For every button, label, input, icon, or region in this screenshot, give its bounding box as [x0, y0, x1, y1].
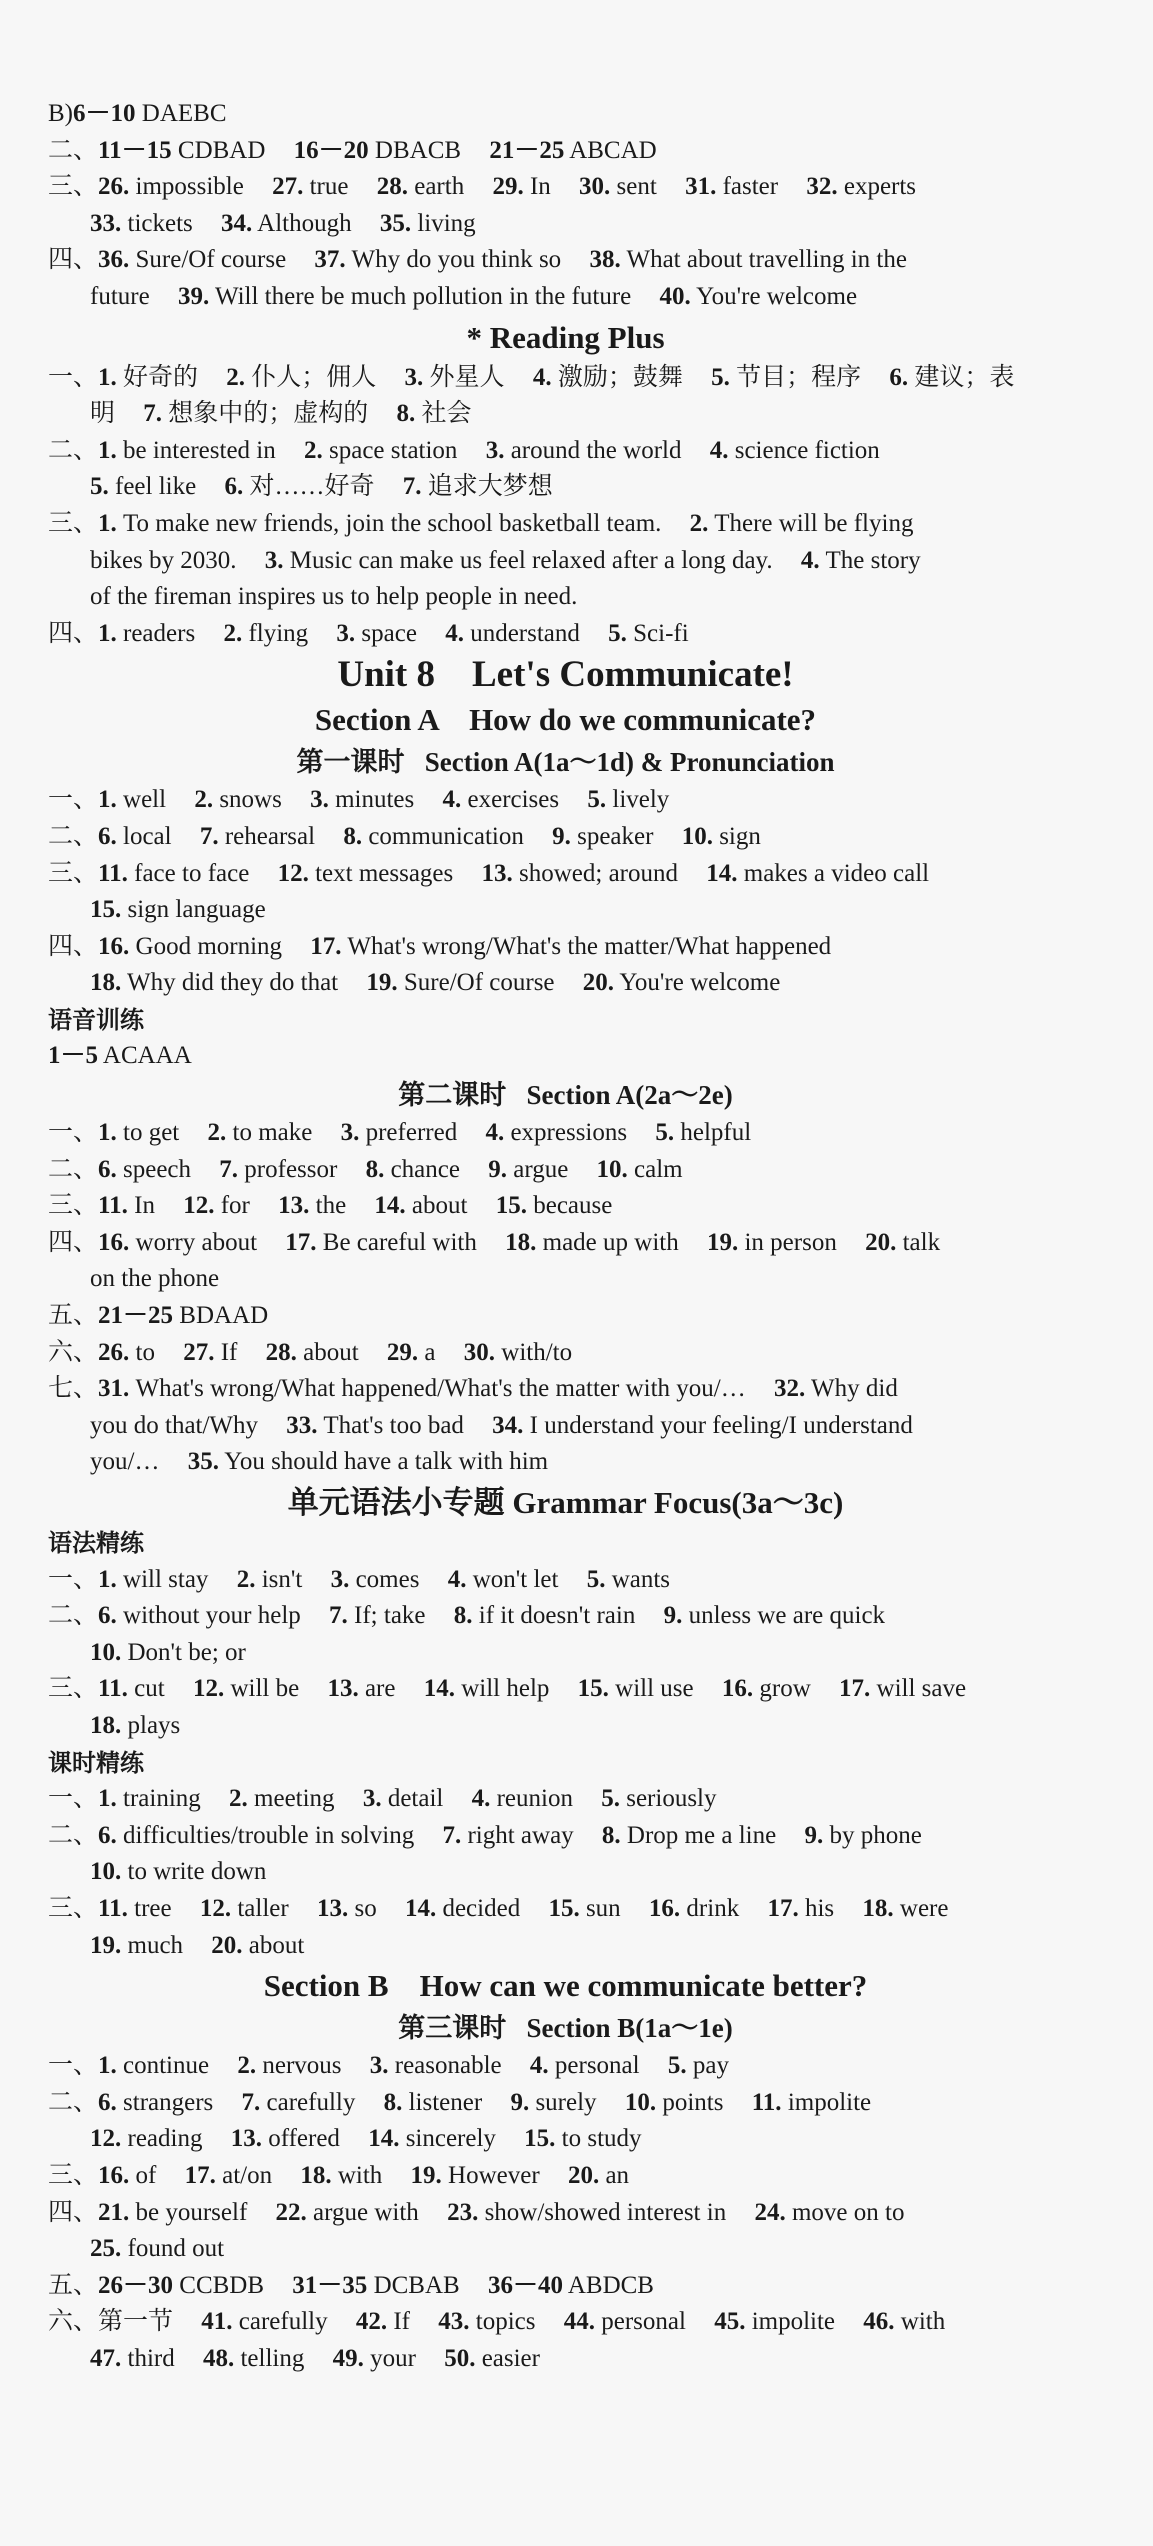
subsection-label: 语音训练 — [48, 1005, 144, 1034]
answer-line: B)6－10 DAEBC — [48, 100, 227, 127]
answer-line: 四、1. readers 2. flying 3. space 4. understand 5. Sci-fi — [48, 619, 689, 647]
answer-line: 六、26. to 27. If 28. about 29. a 30. with/to — [48, 1338, 573, 1366]
answer-line: 二、1. be interested in 2. space station 3. around the world 4. science fiction — [48, 436, 880, 464]
answer-line: 三、1. To make new friends, join the school basketball team. 2. There will be flying — [48, 509, 914, 537]
section-heading: 单元语法小专题 Grammar Focus(3a～3c) — [287, 1485, 844, 1520]
answer-line: 四、16. worry about 17. Be careful with 18. made up with 19. in person 20. talk — [48, 1228, 941, 1256]
answer-line: 三、11. face to face 12. text messages 13. showed; around 14. makes a video call — [48, 859, 930, 887]
answer-line: future 39. Will there be much pollution in the future 40. You're welcome — [90, 282, 858, 310]
answer-line: 一、1. training 2. meeting 3. detail 4. reunion 5. seriously — [48, 1785, 717, 1813]
answer-line: 三、26. impossible 27. true 28. earth 29. In 30. sent 31. faster 32. experts — [48, 173, 917, 201]
answer-line: 二、6. speech 7. professor 8. chance 9. argue 10. calm — [48, 1155, 683, 1183]
answer-line: 5. feel like 6. 对……好奇 7. 追求大梦想 — [90, 473, 553, 501]
answer-line: 四、16. Good morning 17. What's wrong/What's the matter/What happened — [48, 932, 832, 960]
section-heading: Section B How can we communicate better? — [263, 1968, 868, 2004]
answer-line: 二、6. difficulties/trouble in solving 7. right away 8. Drop me a line 9. by phone — [48, 1821, 922, 1849]
answer-line: 18. Why did they do that 19. Sure/Of course 20. You're welcome — [90, 969, 781, 997]
answer-line: 一、1. 好奇的 2. 仆人；佣人 3. 外星人 4. 激励；鼓舞 5. 节目；程序 6. 建议；表 — [48, 363, 1015, 391]
answer-line: 五、26－30 CCBDB 31－35 DCBAB 36－40 ABDCB — [48, 2271, 654, 2299]
answer-line: 五、21－25 BDAAD — [48, 1302, 269, 1330]
answer-line: 1－5 ACAAA — [48, 1042, 192, 1070]
answer-line: 10. to write down — [90, 1858, 267, 1886]
answer-line: 三、11. In 12. for 13. the 14. about 15. because — [48, 1192, 613, 1220]
answer-line: 三、16. of 17. at/on 18. with 19. However 20. an — [48, 2161, 630, 2189]
section-heading: Section A How do we communicate? — [314, 702, 817, 738]
answer-line: on the phone — [90, 1265, 220, 1293]
answer-line: 一、1. well 2. snows 3. minutes 4. exercises 5. lively — [48, 786, 670, 814]
answer-line: 二、11－15 CDBAD 16－20 DBACB 21－25 ABCAD — [48, 136, 657, 164]
section-heading: 第三课时 Section B(1a～1e) — [398, 2013, 733, 2044]
answer-line: 明 7. 想象中的；虚构的 8. 社会 — [90, 400, 472, 428]
answer-line: of the fireman inspires us to help people in need. — [90, 583, 578, 611]
subsection-label: 课时精练 — [48, 1748, 144, 1777]
answer-line: 三、11. cut 12. will be 13. are 14. will help 15. will use 16. grow 17. will save — [48, 1675, 967, 1703]
section-heading: 第一课时 Section A(1a～1d) & Pronunciation — [296, 747, 835, 778]
answer-line: 12. reading 13. offered 14. sincerely 15. to study — [90, 2125, 642, 2153]
answer-line: 15. sign language — [90, 896, 266, 924]
answer-line: 10. Don't be; or — [90, 1638, 246, 1666]
answer-line: 四、36. Sure/Of course 37. Why do you think so 38. What about travelling in the — [48, 246, 907, 274]
answer-line: 三、11. tree 12. taller 13. so 14. decided 15. sun 16. drink 17. his 18. were — [48, 1894, 949, 1922]
answer-line: 二、6. strangers 7. carefully 8. listener 9. surely 10. points 11. impolite — [48, 2088, 872, 2116]
subsection-label: 语法精练 — [48, 1529, 144, 1557]
answer-line: you/… 35. You should have a talk with him — [90, 1448, 549, 1476]
answer-line: 一、1. continue 2. nervous 3. reasonable 4. personal 5. pay — [48, 2052, 729, 2080]
answer-line: 一、1. will stay 2. isn't 3. comes 4. won't let 5. wants — [48, 1565, 671, 1593]
answer-line: bikes by 2030. 3. Music can make us feel relaxed after a long day. 4. The story — [90, 546, 921, 574]
answer-line: 33. tickets 34. Although 35. living — [90, 209, 476, 237]
answer-line: 二、6. local 7. rehearsal 8. communication 9. speaker 10. sign — [48, 822, 761, 850]
answer-line: 19. much 20. about — [90, 1931, 305, 1959]
section-heading: 第二课时 Section A(2a～2e) — [398, 1080, 733, 1111]
answer-line: 一、1. to get 2. to make 3. preferred 4. expressions 5. helpful — [48, 1119, 752, 1147]
answer-line: 四、21. be yourself 22. argue with 23. show/showed interest in 24. move on to — [48, 2198, 905, 2226]
answer-line: 25. found out — [90, 2235, 225, 2263]
answer-line: 47. third 48. telling 49. your 50. easier — [90, 2344, 540, 2372]
answer-line: 七、31. What's wrong/What happened/What's the matter with you/… 32. Why did — [48, 1375, 898, 1403]
answer-line: 二、6. without your help 7. If; take 8. if it doesn't rain 9. unless we are quick — [48, 1602, 886, 1630]
answer-line: you do that/Why 33. That's too bad 34. I understand your feeling/I understand — [90, 1411, 913, 1439]
answer-line: 18. plays — [90, 1711, 181, 1739]
section-heading: * Reading Plus — [466, 319, 665, 355]
section-heading: Unit 8 Let's Communicate! — [337, 654, 794, 696]
answer-line: 六、第一节 41. carefully 42. If 43. topics 44. personal 45. impolite 46. with — [48, 2308, 946, 2336]
